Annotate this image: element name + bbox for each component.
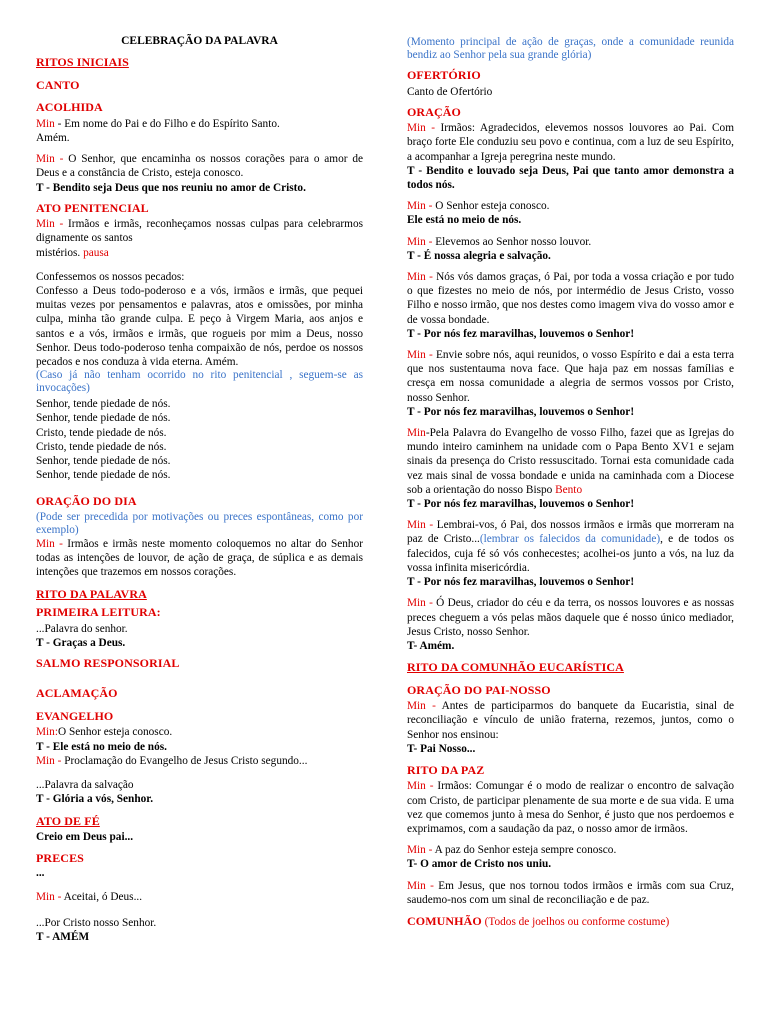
acolhida-amen: Amém. xyxy=(36,131,70,144)
heading-ato-penitencial: ATO PENITENCIAL xyxy=(36,200,149,215)
heading-preces: PRECES xyxy=(36,851,84,866)
kyrie-line: Senhor, tende piedade de nós. xyxy=(36,398,171,411)
min-label: Min - xyxy=(36,153,69,166)
min-label: Min - xyxy=(407,122,441,135)
heading-ato-de-fe: ATO DE FÉ xyxy=(36,813,100,828)
oracao-dia-note: (Pode ser precedida por motivações ou preces espontâneas, como por exemplo) xyxy=(36,510,363,536)
heading-rito-da-paz: RITO DA PAZ xyxy=(407,762,485,777)
kyrie-line: Senhor, tende piedade de nós. xyxy=(36,455,171,468)
min-label: Min xyxy=(407,427,426,440)
falecidos-note: (lembrar os falecidos da comunidade) xyxy=(479,533,661,546)
acolhida-min2: Min - O Senhor, que encaminha os nossos corações para o amor de Deus e a constância de Cristo, esteja conosco. T - Bendito seja Deus que nos reuniu no amor de Cristo. xyxy=(36,153,363,194)
min-label: Min xyxy=(36,117,55,130)
comunhao-note: (Todos de joelhos ou conforme costume) xyxy=(481,916,670,929)
paz-min3: Min - Em Jesus, que nos tornou todos irmãos e irmãs com sua Cruz, saudemo-nos com um sinal de reconciliação e de paz. xyxy=(407,879,734,906)
confesso-note: (Caso já não tenham ocorrido no rito penitencial , seguem-se as invocações) xyxy=(36,369,363,395)
min-label: Min - xyxy=(407,844,435,857)
heading-aclamacao: ACLAMAÇÃO xyxy=(36,686,118,701)
dialog-1: Min - O Senhor esteja conosco. Ele está no meio de nós. xyxy=(407,199,734,227)
dialog-3-response: T - Por nós fez maravilhas, louvemos o Senhor! xyxy=(407,327,635,340)
oracao-response: T - Bendito e louvado seja Deus, Pai que tanto amor demonstra a todos nós. xyxy=(407,164,734,192)
preces-min: Min - Aceitai, ó Deus... xyxy=(36,890,143,903)
preces-dots: ... xyxy=(36,866,45,879)
oracao-dia-block: (Pode ser precedida por motivações ou preces espontâneas, como por exemplo) Min - Irmãos e irmãs neste momento coloquemos no altar do Senhor todas as intenções de louvor, de ação de graça, de súplica e as demais intenções que trazemos em nossos corações. xyxy=(36,510,363,579)
left-column xyxy=(36,34,363,952)
heading-pai-nosso: ORAÇÃO DO PAI-NOSSO xyxy=(407,682,551,697)
min-label: Min - xyxy=(36,537,68,550)
heading-oracao: ORAÇÃO xyxy=(407,104,461,119)
evangelho-response-1: T - Ele está no meio de nós. xyxy=(36,740,167,753)
min-label: Min - xyxy=(36,754,65,767)
min-label: Min - xyxy=(407,879,439,892)
heading-comunhao: COMUNHÃO xyxy=(407,914,482,929)
pausa-label: pausa xyxy=(83,246,109,259)
pai-nosso-block: Min - Antes de participarmos do banquete da Eucaristia, sinal de reconciliação e vínculo de união fraterna, rezemos, juntos, como o Senhor nos ensinou: T- Pai Nosso... xyxy=(407,700,734,755)
dialog-4: Min - Envie sobre nós, aqui reunidos, o vosso Espírito e dai a esta terra que nos sustentauma nova face. Que haja paz em nossas famílias e cresça em nossa comunidade a alegria de sermos vossos por Cristo, nosso Senhor. T - Por nós fez maravilhas, louvemos o Senhor! xyxy=(407,349,734,418)
kyrie-line: Senhor, tende piedade de nós. xyxy=(36,469,171,482)
dialog-1-response: Ele está no meio de nós. xyxy=(407,214,522,227)
primeira-leitura-response: T - Graças a Deus. xyxy=(36,636,126,649)
kyrie-line: Cristo, tende piedade de nós. xyxy=(36,426,167,439)
right-column xyxy=(407,36,734,936)
paz-min1: Min - Irmãos: Comungar é o modo de realizar o encontro de salvação com Cristo, de participar plenamente de sua morte e de sua vida. E uma vez que comemos junto à mesa do Senhor, é justo que nos perdoemos e exprimamos, com a saudação da paz, o nosso amor de irmãos. xyxy=(407,780,734,836)
paz-response: T- O amor de Cristo nos uniu. xyxy=(407,858,552,871)
heading-oracao-do-dia: ORAÇÃO DO DIA xyxy=(36,494,137,509)
heading-ofertorio: OFERTÓRIO xyxy=(407,68,481,82)
min-label: Min - xyxy=(407,235,436,248)
paz-min2: Min - A paz do Senhor esteja sempre conosco. T- O amor de Cristo nos uniu. xyxy=(407,843,734,871)
heading-ritos-iniciais: RITOS INICIAIS xyxy=(36,55,129,70)
dialog-2: Min - Elevemos ao Senhor nosso louvor. T - É nossa alegria e salvação. xyxy=(407,235,734,263)
confesso-text: Confesso a Deus todo-poderoso e a vós, irmãos e irmãs, que pequei muitas vezes por pensamentos e palavras, atos e omissões, por minha culpa, minha tão grande culpa. E peço à Virgem Maria, aos anjos e santos e a vós, irmãos e irmãs, que rogueis por mim a Deus, nosso Senhor. Deus todo-poderoso tenha compaixão de nós, perdoe os nossos pecados e nos conduza à vida eterna. Amém. xyxy=(36,285,363,369)
pai-nosso-response: T- Pai Nosso... xyxy=(407,742,476,755)
momento-note: (Momento principal de ação de graças, onde a comunidade reunida bendiz ao Senhor pela sua grande glória) xyxy=(407,36,734,61)
heading-canto: CANTO xyxy=(36,77,80,92)
min-label: Min - xyxy=(36,890,64,903)
acolhida-response: T - Bendito seja Deus que nos reuniu no amor de Cristo. xyxy=(36,181,306,194)
min-label: Min - xyxy=(407,597,437,610)
min-label: Min - xyxy=(407,780,438,793)
kyrie-line: Senhor, tende piedade de nós. xyxy=(36,412,171,425)
evangelho-response-2: T - Glória a vós, Senhor. xyxy=(36,793,154,806)
min-label: Min: xyxy=(36,726,58,739)
min-label: Min - xyxy=(407,200,436,213)
heading-primeira-leitura: PRIMEIRA LEITURA: xyxy=(36,605,161,620)
dialog-6-response: T - Por nós fez maravilhas, louvemos o Senhor! xyxy=(407,576,635,589)
bispo-name: Bento xyxy=(555,483,583,496)
penitencial-min: Min - Irmãos e irmãs, reconheçamos nossas culpas para celebrarmos dignamente os santos mistérios. pausa xyxy=(36,218,364,259)
oracao-block: Min - Irmãos: Agradecidos, elevemos nossos louvores ao Pai. Com braço forte Ele conduziu seu povo e continua, com a luz de seu Espírito, a acompanhar a Igreja peregrina neste mundo. T - Bendito e louvado seja Deus, Pai que tanto amor demonstra a todos nós. xyxy=(407,122,734,192)
min-label: Min - xyxy=(36,218,69,231)
confessemos-line: Confessemos os nossos pecados: xyxy=(36,270,185,283)
canto-ofertorio: Canto de Ofertório xyxy=(407,85,493,98)
min-label: Min - xyxy=(407,271,437,284)
dialog-7: Min - Ó Deus, criador do céu e da terra, os nossos louvores e as nossas preces cheguem a vós pelas mãos daquele que é nosso único mediador, Jesus Cristo, nosso Senhor. T- Amém. xyxy=(407,597,734,652)
acolhida-min1: Min - Em nome do Pai e do Filho e do Espírito Santo. Amém. xyxy=(36,117,363,145)
heading-acolhida: ACOLHIDA xyxy=(36,100,103,115)
document-title: CELEBRAÇÃO DA PALAVRA xyxy=(121,35,278,47)
heading-rito-comunhao: RITO DA COMUNHÃO EUCARÍSTICA xyxy=(407,660,624,675)
min-label: Min - xyxy=(407,700,442,713)
dialog-2-response: T - É nossa alegria e salvação. xyxy=(407,249,551,262)
min-label: Min - xyxy=(407,519,437,532)
creio-line: Creio em Deus pai... xyxy=(36,831,134,843)
evangelho-palavra: ...Palavra da salvação T - Glória a vós, Senhor. xyxy=(36,778,363,806)
dialog-6: Min - Lembrai-vos, ó Pai, dos nossos irmãos e irmãs que morreram na paz de Cristo...(lembrar os falecidos da comunidade), e de todos os falecidos, cuja fé só vós conhecestes; acolhei-os junto a vós, na luz da vossa infinita misericórdia. T - Por nós fez maravilhas, louvemos o Senhor! xyxy=(407,519,734,589)
min-label: Min - xyxy=(407,349,436,362)
primeira-leitura-block: ...Palavra do senhor. T - Graças a Deus. xyxy=(36,622,363,650)
dialog-5-response: T - Por nós fez maravilhas, louvemos o Senhor! xyxy=(407,498,635,511)
preces-amem: T - AMÉM xyxy=(36,931,90,944)
dialog-3: Min - Nós vós damos graças, ó Pai, por toda a vossa criação e por tudo o que fizestes no meio de nós, por intermédio de Jesus Cristo, vosso Filho e nosso irmão, que nos destes como imagem viva do vosso amor e de vossa bondade. T - Por nós fez maravilhas, louvemos o Senhor! xyxy=(407,271,734,340)
comunhao-heading-line xyxy=(407,914,734,929)
kyrie-list xyxy=(36,397,363,482)
preces-end: ...Por Cristo nosso Senhor. T - AMÉM xyxy=(36,916,363,944)
kyrie-line: Cristo, tende piedade de nós. xyxy=(36,440,167,453)
heading-rito-da-palavra: RITO DA PALAVRA xyxy=(36,586,147,601)
heading-salmo: SALMO RESPONSORIAL xyxy=(36,655,180,670)
confesso-block xyxy=(36,270,363,395)
dialog-5: Min-Pela Palavra do Evangelho de vosso Filho, fazei que as Igrejas do mundo inteiro caminhem na unidade com o Papa Bento XV1 e sejam sinais da presença do Cristo ressuscitado. Tornai esta comunidade cada vez mais sinal de vossa bondade e unida na caminhada com a Diocese sob a orientação do nosso Bispo Bento T - Por nós fez maravilhas, louvemos o Senhor! xyxy=(407,427,734,511)
dialog-7-response: T- Amém. xyxy=(407,639,455,652)
dialog-4-response: T - Por nós fez maravilhas, louvemos o Senhor! xyxy=(407,405,635,418)
evangelho-block: Min:O Senhor esteja conosco. T - Ele está no meio de nós. Min - Proclamação do Evangelho de Jesus Cristo segundo... xyxy=(36,725,363,768)
heading-evangelho: EVANGELHO xyxy=(36,708,114,723)
